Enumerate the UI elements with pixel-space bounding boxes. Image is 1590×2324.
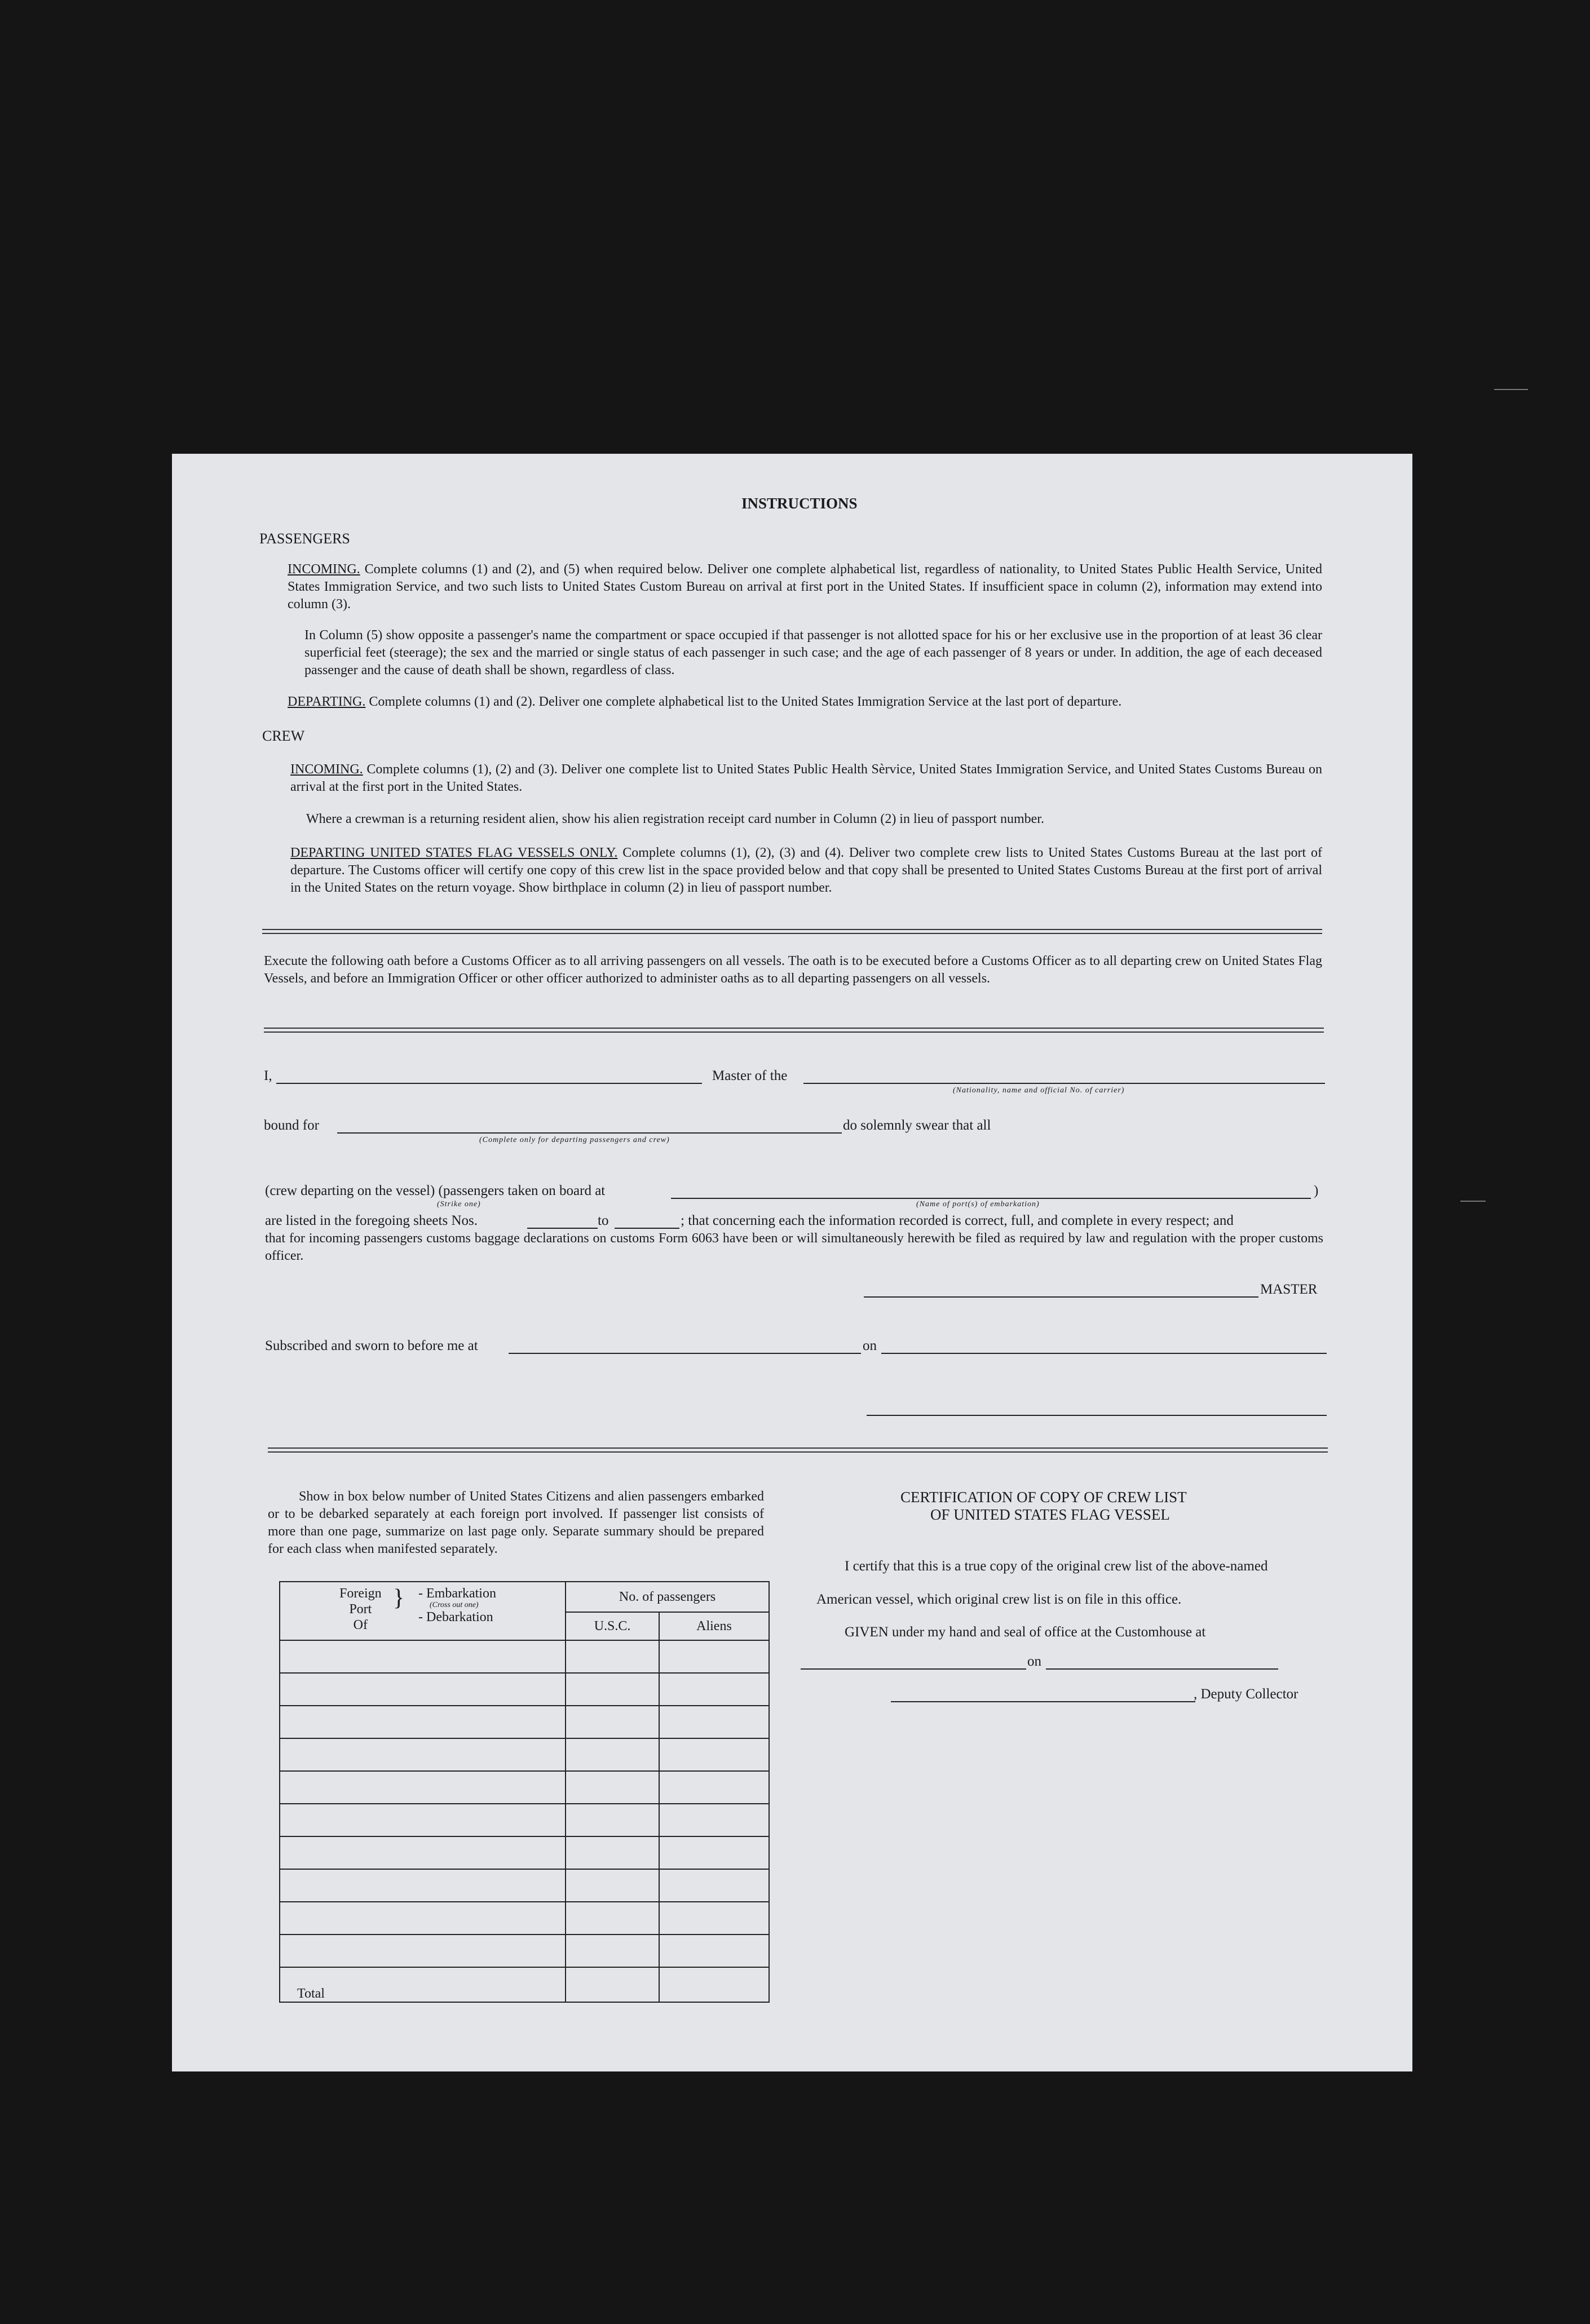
port-cell[interactable] xyxy=(280,1935,566,1967)
port-column-header xyxy=(280,1582,566,1640)
table-header-row xyxy=(280,1582,769,1612)
page-title: INSTRUCTIONS xyxy=(741,495,858,512)
swear-text: do solemnly swear that all xyxy=(843,1118,991,1133)
usc-cell[interactable] xyxy=(566,1771,659,1804)
debarkation-option[interactable]: - Debarkation xyxy=(418,1610,493,1624)
master-name-field[interactable] xyxy=(276,1083,702,1084)
subscribed-date-field[interactable] xyxy=(881,1353,1327,1354)
aliens-cell[interactable] xyxy=(659,1869,769,1902)
listed-declaration: that for incoming passengers customs baggage declarations on customs Form 6063 have been or will simultaneously herewith be filed as required by law and regulation with the proper customs officer. xyxy=(265,1231,1323,1263)
table-row xyxy=(280,1804,769,1836)
port-hint: (Name of port(s) of embarkation) xyxy=(916,1200,1040,1209)
certification-line-2: American vessel, which original crew list is on file in this office. xyxy=(816,1592,1182,1607)
deputy-signature-field[interactable] xyxy=(891,1701,1195,1702)
certification-title-1: CERTIFICATION OF COPY OF CREW LIST xyxy=(900,1489,1187,1506)
usc-cell[interactable] xyxy=(566,1935,659,1967)
crew-departing-text: Complete columns (1), (2), (3) and (4). Deliver two complete crew lists to United States Customs Bureau at the last port of departure. The Customs officer will certify one copy of this crew list in the space provided below and that copy shall be presented to United States Customs Bureau at the first port of arrival in the United States on the return voyage. Show birthplace in column (2) in lieu of passport number. xyxy=(290,846,1323,895)
aliens-total-cell[interactable] xyxy=(659,1967,769,2002)
customhouse-field[interactable] xyxy=(801,1668,1026,1670)
crew-incoming-text: Complete columns (1), (2) and (3). Deliver one complete list to United States Public Health Sèrvice, United States Immigration Service, and United States Customs Bureau on arrival at the first port in the United States. xyxy=(290,762,1323,794)
crew-departing-label: DEPARTING UNITED STATES FLAG VESSELS ONLY. xyxy=(290,846,618,860)
passengers-column5: In Column (5) show opposite a passenger's name the compartment or space occupied if that passenger is not allotted space for his or her exclusive use in the proportion of at least 36 clear superficial feet (steerage); the sex and the married or single status of each passenger in such case; and the age of each passenger of 8 years or under. In addition, the age of each deceased passenger and the cause of death shall be shown, regardless of class. xyxy=(304,628,1322,678)
table-row xyxy=(280,1738,769,1771)
summary-instructions: Show in box below number of United States Citizens and alien passengers embarked or to be debarked separately at each foreign port involved. If passenger list consists of more than one page, summarize on last page only. Separate summary should be prepared for each class when manifested separately. xyxy=(268,1489,764,1556)
officer-signature-field[interactable] xyxy=(867,1415,1327,1416)
listed-to-label: to xyxy=(598,1213,609,1228)
oath-i-label: I, xyxy=(264,1068,272,1083)
document-page xyxy=(172,454,1412,2071)
embark-debark-options xyxy=(418,1586,496,1625)
carrier-hint: (Nationality, name and official No. of carrier) xyxy=(953,1086,1125,1095)
usc-total-cell[interactable] xyxy=(566,1967,659,2002)
bound-for-field[interactable] xyxy=(337,1132,842,1134)
master-of-label: Master of the xyxy=(712,1068,788,1083)
certification-line-3: GIVEN under my hand and seal of office at the Customhouse at xyxy=(845,1624,1206,1640)
subscribed-place-field[interactable] xyxy=(509,1353,861,1354)
strike-hint: (Strike one) xyxy=(437,1200,481,1209)
embarkation-option[interactable]: - Embarkation xyxy=(418,1586,496,1601)
passengers-departing xyxy=(288,693,1322,711)
crew-departing xyxy=(290,844,1322,897)
port-cell[interactable] xyxy=(280,1771,566,1804)
close-paren: ) xyxy=(1314,1183,1319,1198)
col-port-line: Foreign xyxy=(339,1586,382,1601)
col-port-line: Of xyxy=(353,1618,368,1632)
crew-heading: CREW xyxy=(262,728,305,744)
crew-incoming-label: INCOMING. xyxy=(290,762,363,777)
aliens-cell[interactable] xyxy=(659,1804,769,1836)
crew-incoming xyxy=(290,761,1322,796)
port-cell[interactable] xyxy=(280,1869,566,1902)
table-row xyxy=(280,1869,769,1902)
aliens-cell[interactable] xyxy=(659,1673,769,1706)
divider xyxy=(262,929,1322,934)
aliens-cell[interactable] xyxy=(659,1640,769,1673)
usc-cell[interactable] xyxy=(566,1640,659,1673)
film-scratch xyxy=(1460,1201,1486,1202)
usc-column-header: U.S.C. xyxy=(566,1612,659,1640)
sheet-to-field[interactable] xyxy=(615,1228,679,1229)
divider xyxy=(268,1447,1328,1453)
listed-label: are listed in the foregoing sheets Nos. xyxy=(265,1213,478,1228)
passengers-column-header: No. of passengers xyxy=(566,1582,769,1612)
subscribed-label: Subscribed and sworn to before me at xyxy=(265,1338,478,1353)
table-row xyxy=(280,1673,769,1706)
sheet-from-field[interactable] xyxy=(527,1228,598,1229)
col-port-line: Port xyxy=(349,1602,372,1617)
certification-on-label: on xyxy=(1027,1654,1041,1669)
passengers-incoming xyxy=(288,561,1322,613)
table-row xyxy=(280,1935,769,1967)
certification-line-1: I certify that this is a true copy of the original crew list of the above-named xyxy=(845,1559,1268,1574)
aliens-cell[interactable] xyxy=(659,1902,769,1935)
table-row xyxy=(280,1706,769,1738)
usc-cell[interactable] xyxy=(566,1836,659,1869)
subscribed-on-label: on xyxy=(863,1338,877,1353)
foreign-port-of xyxy=(339,1586,382,1633)
port-cell[interactable] xyxy=(280,1902,566,1935)
usc-cell[interactable] xyxy=(566,1706,659,1738)
usc-cell[interactable] xyxy=(566,1869,659,1902)
deputy-collector-label: , Deputy Collector xyxy=(1194,1686,1298,1702)
port-cell[interactable] xyxy=(280,1804,566,1836)
port-cell[interactable] xyxy=(280,1706,566,1738)
port-cell[interactable] xyxy=(280,1836,566,1869)
usc-cell[interactable] xyxy=(566,1673,659,1706)
master-signature-field[interactable] xyxy=(864,1296,1258,1298)
usc-cell[interactable] xyxy=(566,1804,659,1836)
certification-date-field[interactable] xyxy=(1046,1668,1278,1670)
divider xyxy=(264,1028,1324,1033)
total-row xyxy=(280,1967,769,2002)
table-row xyxy=(280,1771,769,1804)
oath-intro: Execute the following oath before a Customs Officer as to all arriving passengers on all vessels. The oath is to be executed before a Customs Officer as to all departing crew on United States Flag Vessels, and before an Immigration Officer or other officer authorized to administer oaths as to all departing passengers on all vessels. xyxy=(264,954,1322,986)
aliens-cell[interactable] xyxy=(659,1706,769,1738)
passengers-departing-label: DEPARTING. xyxy=(288,694,366,709)
table-row xyxy=(280,1640,769,1673)
port-cell[interactable] xyxy=(280,1738,566,1771)
carrier-field[interactable] xyxy=(803,1083,1325,1084)
passengers-incoming-text: Complete columns (1) and (2), and (5) when required below. Deliver one complete alphabetical list, regardless of nationality, to United States Public Health Service, United States Immigration Service, and two such lists to United States Custom Bureau on arrival at first port in the United States. If insufficient space in column (2), information may extend into column (3). xyxy=(288,562,1322,612)
cross-out-hint: (Cross out one) xyxy=(430,1601,479,1609)
certification-title-2: OF UNITED STATES FLAG VESSEL xyxy=(930,1506,1170,1523)
bound-for-label: bound for xyxy=(264,1118,319,1133)
port-cell[interactable] xyxy=(280,1673,566,1706)
brace-icon: } xyxy=(393,1585,405,1611)
passengers-incoming-label: INCOMING. xyxy=(288,562,360,577)
listed-statement: ; that concerning each the information recorded is correct, full, and complete in every respect; and xyxy=(681,1213,1234,1228)
master-signature-label: MASTER xyxy=(1260,1282,1318,1297)
table-row xyxy=(280,1902,769,1935)
crew-resident: Where a crewman is a returning resident alien, show his alien registration receipt card number in Column (2) in lieu of passport number. xyxy=(306,812,1044,826)
port-cell[interactable] xyxy=(280,1640,566,1673)
film-scratch xyxy=(1494,389,1528,390)
usc-cell[interactable] xyxy=(566,1902,659,1935)
aliens-cell[interactable] xyxy=(659,1771,769,1804)
passengers-heading: PASSENGERS xyxy=(259,530,350,547)
total-label: Total xyxy=(280,1967,566,2002)
table-row xyxy=(280,1836,769,1869)
usc-cell[interactable] xyxy=(566,1738,659,1771)
aliens-column-header: Aliens xyxy=(659,1612,769,1640)
aliens-cell[interactable] xyxy=(659,1738,769,1771)
embarkation-port-field[interactable] xyxy=(671,1198,1311,1199)
passengers-departing-text: Complete columns (1) and (2). Deliver one complete alphabetical list to the United States Immigration Service at the last port of departure. xyxy=(369,694,1122,709)
bound-hint: (Complete only for departing passengers and crew) xyxy=(479,1136,670,1144)
passenger-summary-table xyxy=(279,1581,770,2003)
aliens-cell[interactable] xyxy=(659,1836,769,1869)
strike-choice: (crew departing on the vessel) (passengers taken on board at xyxy=(265,1183,606,1198)
aliens-cell[interactable] xyxy=(659,1935,769,1967)
